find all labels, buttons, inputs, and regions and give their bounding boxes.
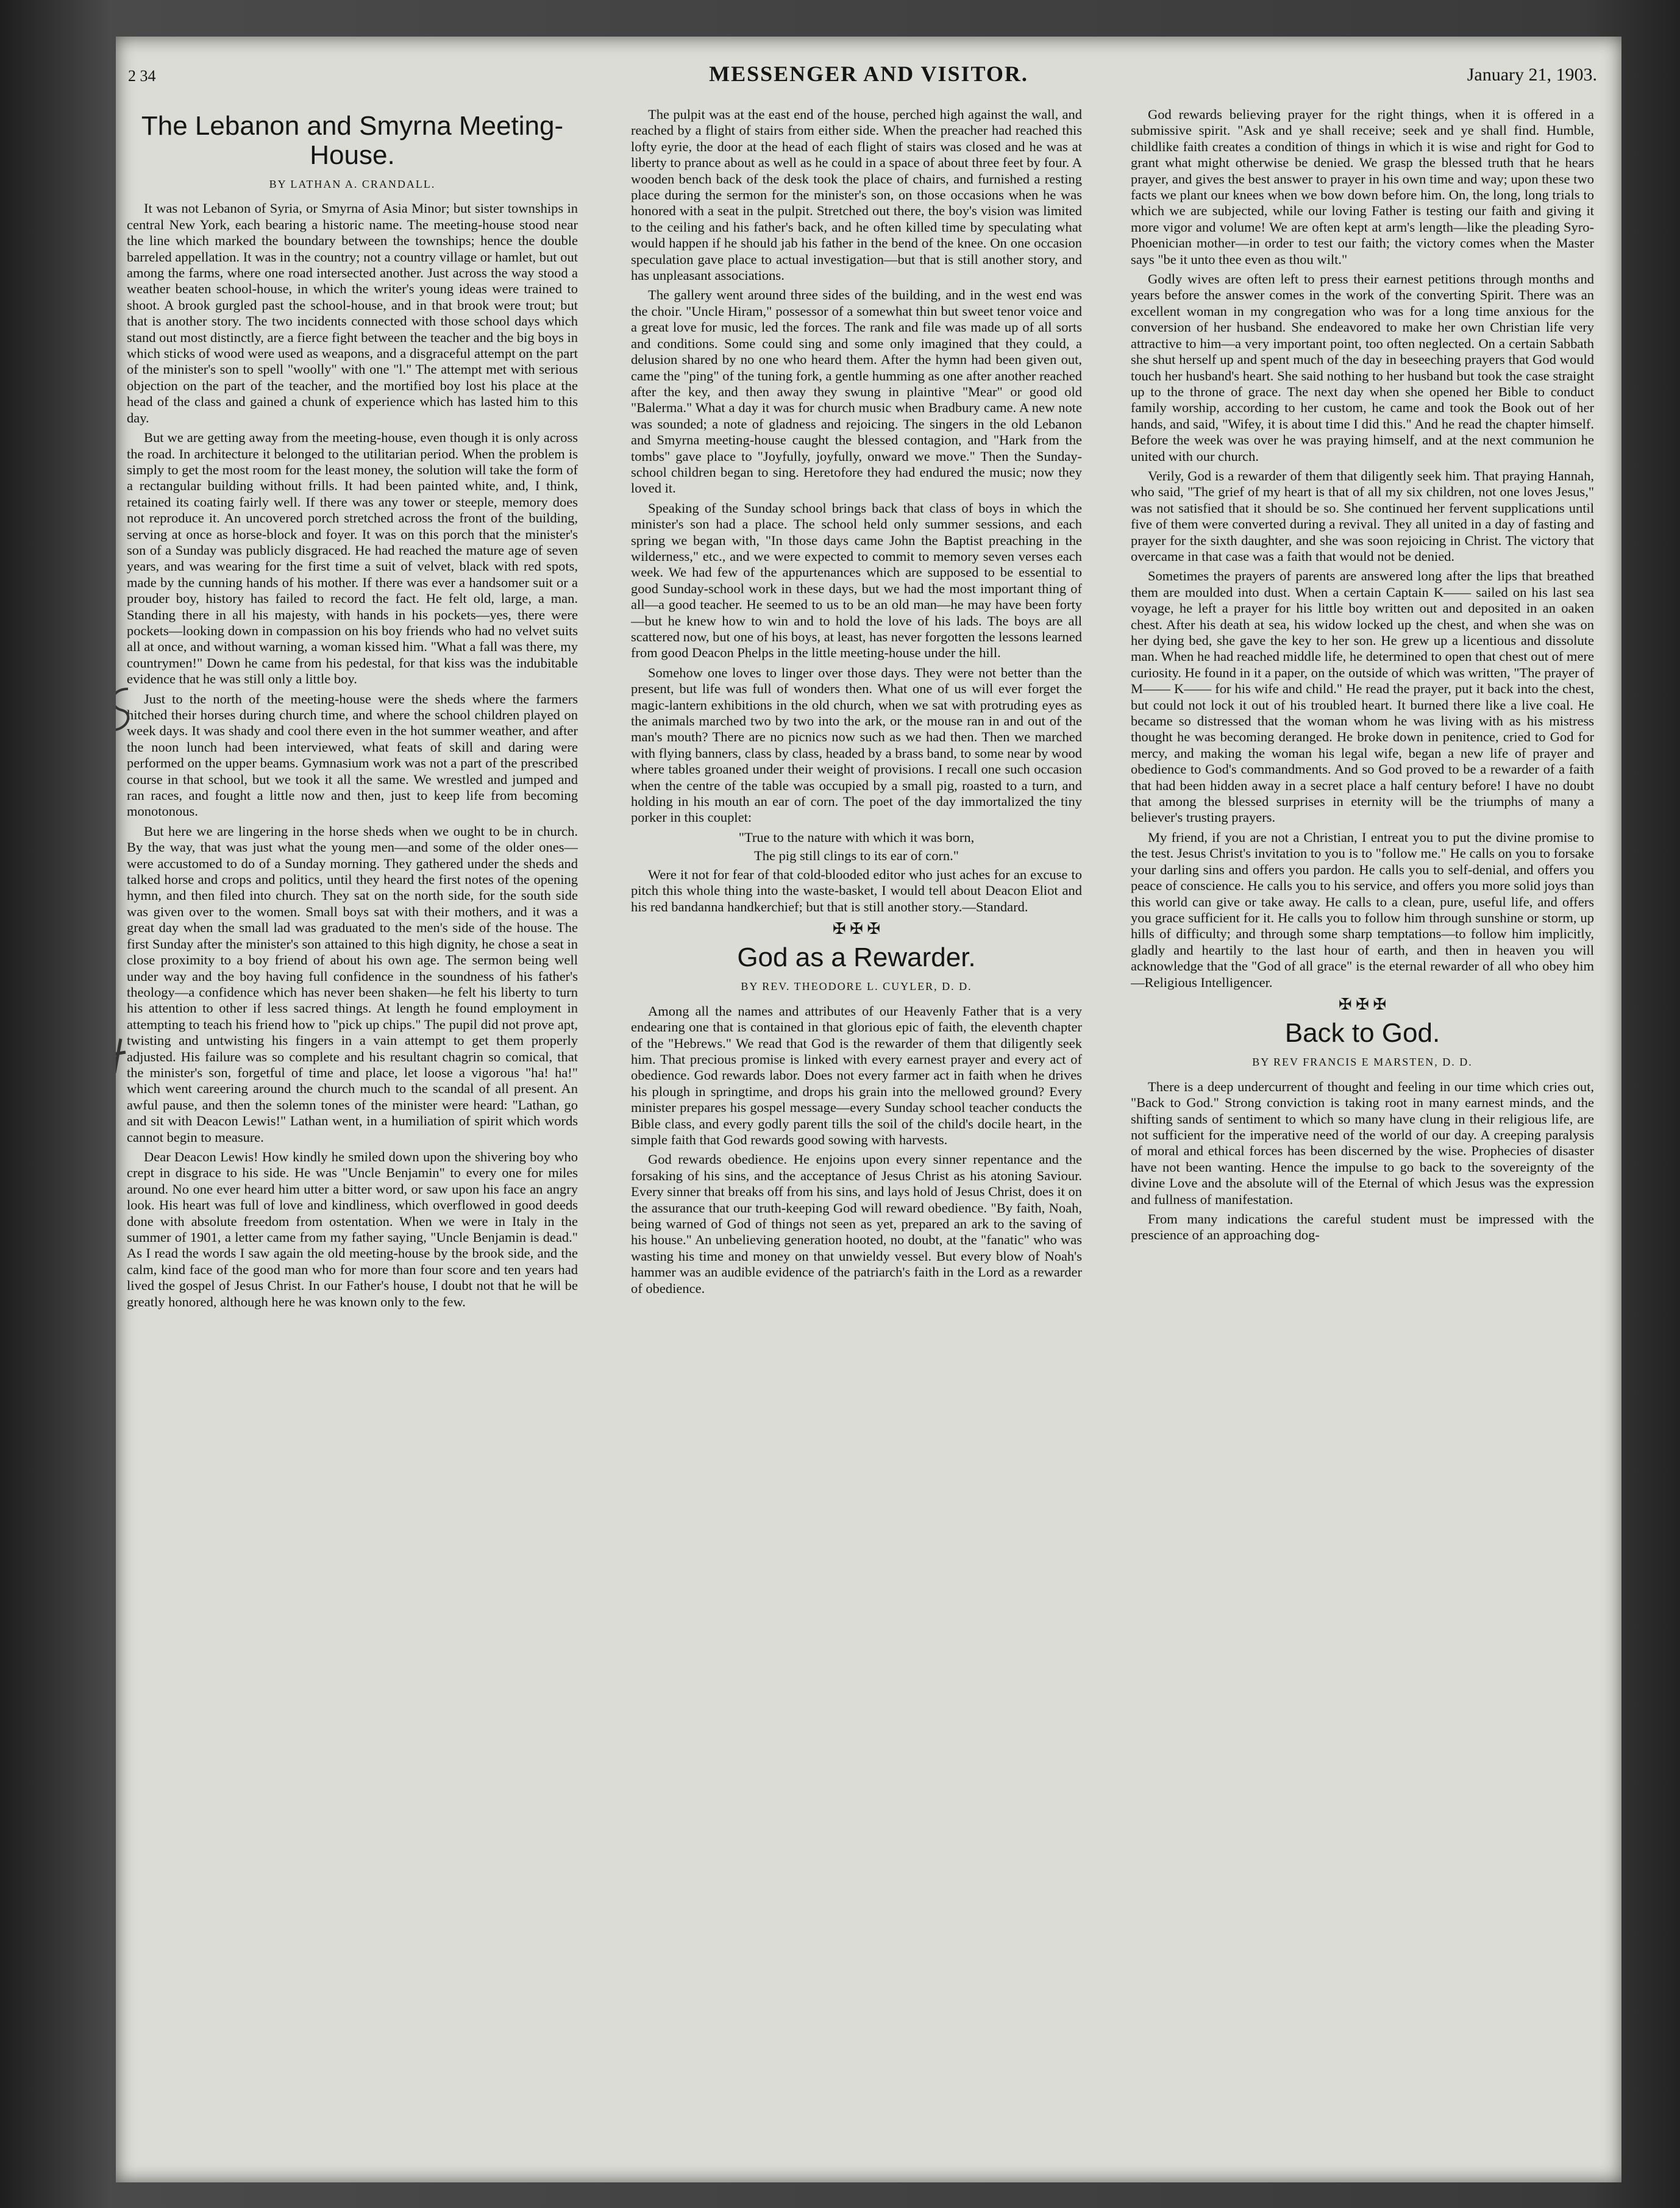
paragraph: Among all the names and attributes of our Heavenly Father that is a very endearing one that is contained in that glorious epic of faith, the eleventh chapter of the "Hebrews." We read that God is the rewarder of them that diligently seek him. That precious promise is linked with every earnest prayer and every act of obedience. God rewards labor. Does not every farmer act in faith when he drives his plough in springtime, and drops his grain into the mellowed ground? Every minister prepares his gospel message—every Sunday school teacher conducts the Bible class, and every godly parent tills the soil of the child's docile heart, in the simple faith that God rewards good sowing with harvests. xyxy=(631,1003,1082,1147)
couplet-line: "True to the nature with which it was born, xyxy=(738,829,975,845)
paragraph: But here we are lingering in the horse sheds when we ought to be in church. By the way, that was just what the young men—and some of the older ones—were accustomed to do of a Sunday morning. They gathered under the sheds and talked horse and crops and politics, until they heard the first notes of the opening hymn, and then filed into church. They sat on the north side, for the south side was given over to the women. Small boys sat with their mothers, and it was a great day when the small lad was graduated to the men's side of the house. The first Sunday after the minister's son attained to this high dignity, he chose a seat in close proximity to a boy friend of about his own age. The sermon being well under way and the boy having full confidence in the soundness of his father's theology—a confidence which has never been shaken—he felt his liberty to turn his attention to other if less sacred things. At length he found employment in attempting to teach his friend how to "pick up chips." The pupil did not prove apt, twisting and untwisting his fingers in a vain attempt to get them properly adjusted. His failure was so complete and his resultant chagrin so comical, that the minister's son, forgetful of time and place, let loose a vigorous "ha! ha!" which went careering around the church much to the scandal of all present. An awful pause, and then the solemn tones of the minister were heard: "Lathan, go and sit with Deacon Lewis!" Lathan went, in a humiliation of spirit which words cannot begin to measure. xyxy=(127,823,578,1145)
paragraph: Speaking of the Sunday school brings back that class of boys in which the minister's son had a place. The school held only summer sessions, and each spring we began with, "In those days came John the Baptist preaching in the wilderness," etc., and we were expected to commit to memory seven verses each week. We had few of the appurtenances which are supposed to be essential to good Sunday-school work in these days, but we had the most important thing of all—a good teacher. He seemed to us to be an old man—he may have been forty—but he knew how to win and to hold the love of his lads. The boys are all scattered now, but one of his boys, at least, has never forgotten the lessons learned from good Deacon Phelps in the little meeting-house under the hill. xyxy=(631,500,1082,661)
masthead xyxy=(116,61,1621,98)
paragraph: There is a deep undercurrent of thought and feeling in our time which cries out, "Back to God." Strong conviction is taking root in many earnest minds, and the shifting sands of sentiment to which so many have clung in their religious life, are not sufficient for the imperative need of the world of our day. A creeping paralysis of moral and ethical forces has been discerned by the wise. Prophecies of disaster have not been wanting. Hence the impulse to go back to the sovereignty of the divine Love and the absolute will of the Eternal of which Jesus was the expression and fullness of manifestation. xyxy=(1131,1078,1594,1207)
article-title: Back to God. xyxy=(1284,1018,1440,1049)
margin-pencil-mark xyxy=(116,683,134,738)
section-separator: ✠ ✠ ✠ xyxy=(832,919,881,938)
paragraph: Verily, God is a rewarder of them that diligently seek him. That praying Hannah, who said, "The grief of my heart is that of all my six children, not one loves Jesus," was not satisfied that it should be so. She continued her fervent supplications until five of them were converted during a revival. They all united in a day of fasting and prayer for the sixth daughter, and she was soon rejoicing in Christ. The victory that overcame in that case was a faith that would not be denied. xyxy=(1131,468,1594,564)
article-byline: BY REV. THEODORE L. CUYLER, D. D. xyxy=(741,980,972,993)
article-byline: BY REV FRANCIS E MARSTEN, D. D. xyxy=(1252,1056,1473,1069)
paragraph: But we are getting away from the meeting-house, even though it is only across the road. In architecture it belonged to the utilitarian period. When the problem is simply to get the most room for the least money, the solution will take the form of a rectangular building without frills. It had been painted white, and, I think, retained its coating fairly well. If there was any tower or steeple, memory does not reproduce it. An uncovered porch stretched across the front of the building, serving at once as horse-block and foyer. It was on this porch that the minister's son of a Sunday was publicly disgraced. He had reached the mature age of seven years, and was wearing for the first time a suit of velvet, black with red spots, made by the cunning hands of his mother. If there was ever a handsomer suit or a prouder boy, history has failed to record the fact. He felt old, large, a man. Standing there in all his majesty, with hands in his pockets—yes, there were pockets—looking down in compassion on his boy friends who had no velvet suits all at once, and without warning, a woman kissed him. "What a fall was there, my countrymen!" Down he came from his pedestal, for that kiss was the indubitable evidence that he was still only a little boy. xyxy=(127,430,578,687)
paragraph: My friend, if you are not a Christian, I entreat you to put the divine promise to the test. Jesus Christ's invitation to you is to "follow me." He calls on you to forsake your darling sins and offers you pardon. He calls you to self-denial, and offers you peace of conscience. He calls you to his service, and offers you more solid joys than this world can give or take away. He calls to a clean, pure, useful life, and offers you grace sufficient for it. He calls you to follow him through sunshine or storm, up hills of difficulty; and through some sharp temptations—to follow him implicitly, gladly and heartily to the last hour of earth, and then in heaven you will acknowledge that the "God of all grace" is the eternal rewarder of all who obey him —Religious Intelligencer. xyxy=(1131,829,1594,990)
paragraph: Godly wives are often left to press their earnest petitions through months and years before the answer comes in the work of the converting Spirit. There was an excellent woman in my congregation who was for a long time anxious for the conversion of her husband. She endeavored to make her own Christian life very attractive to him—a very important point, too often neglected. On a certain Sabbath she shut herself up and spent much of the day in beseeching prayers that God would touch her husband's heart. She said nothing to her husband but took the case straight up to the throne of grace. The next day when she opened her Bible to conduct family worship, according to her custom, he came and took the Book out of her hands, and said, "Wifey, it is about time I did this." And he read the chapter himself. Before the week was over he was praying himself, and at the next communion he united with our church. xyxy=(1131,271,1594,464)
section-separator: ✠ ✠ ✠ xyxy=(1338,995,1387,1013)
couplet-line: The pig still clings to its ear of corn." xyxy=(754,848,959,864)
paragraph: From many indications the careful student must be impressed with the prescience of an approaching dog- xyxy=(1131,1211,1594,1243)
publication-title: MESSENGER AND VISITOR. xyxy=(709,62,1028,86)
paragraph: God rewards believing prayer for the right things, when it is offered in a submissive spirit. "Ask and ye shall receive; seek and ye shall find. Humble, childlike faith creates a condition of things in which it is wise and right for God to grant what might otherwise be denied. We grasp the blessed truth that he hears prayer, and gives the best answer to prayer in his own time and way; upon these two facts we plant our knees when we bow down before him. On, the long, long trials to which we are subjected, while our loving Father is testing our faith and giving it more vigor and volume! We are often kept at arm's length—like the pleading Syro-Phoenician mother—in order to test our faith; the victory comes when the Master says "be it unto thee even as thou wilt." xyxy=(1131,107,1594,267)
column-3 xyxy=(1131,107,1594,2167)
paragraph: It was not Lebanon of Syria, or Smyrna of Asia Minor; but sister townships in central New York, each bearing a historic name. The meeting-house stood near the line which marked the boundary between the townships; hence the double barreled appellation. It was in the country; not a country village or hamlet, but out among the farms, where one road intersected another. Just across the way stood a weather beaten school-house, in which the writer's young ideas were trained to shoot. A brook gurgled past the school-house, and in that brook were trout; but that is another story. The two incidents connected with those school days which stand out most distinctly, are a fierce fight between the teacher and the big boys in which sticks of wood were used as weapons, and a disgraceful attempt on the part of the minister's son to spell "woolly" with one "l." The attempt met with serious objection on the part of the teacher, and the mortified boy lost his place at the head of the class and gained a chunk of experience which has lasted him to this day. xyxy=(127,201,578,426)
column-1 xyxy=(127,107,578,2167)
paragraph: The gallery went around three sides of the building, and in the west end was the choir. "Uncle Hiram," possessor of a somewhat thin but sweet tenor voice and a great love for music, led the forces. The rank and file was made up of all sorts and conditions. Some could sing and some only imagined that they could, a delusion shared by no one who heard them. After the hymn had been given out, came the "ping" of the tuning fork, a gentle humming as one after another reached after the key, and then away they swung in plaintive "Mear" or good old "Balerma." What a day it was for church music when Bradbury came. A new note was sounded; a note of gladness and rejoicing. The singers in the old Lebanon and Smyrna meeting-house caught the blessed contagion, and "Hark from the tombs" gave place to "Joyfully, joyfully, onward we move." Then the Sunday-school children began to sing. Heretofore they had endured the music; now they loved it. xyxy=(631,287,1082,496)
paragraph: Just to the north of the meeting-house were the sheds where the farmers hitched their horses during church time, and where the school children played on week days. It was shady and cool there even in the hot summer weather, and after the noon lunch had been interviewed, what feats of skill and daring were performed on the upper beams. Gymnasium work was not a part of the prescribed course in that school, but we took it all the same. We wrestled and jumped and ran races, and fought a little now and then, just to keep life from becoming monotonous. xyxy=(127,691,578,819)
issue-date: January 21, 1903. xyxy=(1467,65,1597,85)
margin-pencil-mark xyxy=(116,1036,130,1079)
newspaper-page xyxy=(116,37,1621,2182)
column-2 xyxy=(631,107,1082,2167)
paragraph: Somehow one loves to linger over those days. They were not better than the present, but life was full of wonders then. What one of us will ever forget the magic-lantern exhibitions in the old church, when we sat with protruding eyes as the animals marched two by two into the ark, or the mouse ran in and out of the man's mouth? There are no picnics now such as we had then. Then we marched with flying banners, class by class, headed by a brass band, to some near by wood where tables groaned under their weight of provisions. I recall one such occasion when the centre of the table was occupied by a small pig, roasted to a turn, and holding in his mouth an ear of corn. The poet of the day immortalized the tiny porker in this couplet: xyxy=(631,664,1082,825)
paragraph: Sometimes the prayers of parents are answered long after the lips that breathed them are moulded into dust. When a certain Captain K—— sailed on his last sea voyage, he left a prayer for his little boy written out and deposited in an oaken chest. After his death at sea, his widow locked up the chest, and when she was on her dying bed, she gave the key to her son. He grew up a licentious and dissolute man. When he had reached middle life, he determined to open that chest out of mere curiosity. He found in it a paper, on the outside of which was written, "The prayer of M—— K—— for his wife and child." He read the prayer, put it back into the chest, but could not lock it out of his troubled heart. It burned there like a live coal. He became so distressed that the woman whom he was living with as his mistress thought he was becoming deranged. He broke down in penitence, cried to God for mercy, and making the woman his legal wife, began a new life of prayer and obedience to God's commandments. And so God proved to be a rewarder of a faith that had been hidden away in a secret place a half century before! I have no doubt that among the blessed surprises in eternity will be the triumphs of many a believer's trusting prayers. xyxy=(1131,568,1594,825)
article-title: God as a Rewarder. xyxy=(737,942,976,973)
paragraph: Were it not for fear of that cold-blooded editor who just aches for an excuse to pitch this whole thing into the waste-basket, I would tell about Deacon Eliot and his red bandanna handkerchief; but that is still another story.—Standard. xyxy=(631,866,1082,914)
article-byline: BY LATHAN A. CRANDALL. xyxy=(269,178,436,190)
paragraph: Dear Deacon Lewis! How kindly he smiled down upon the shivering boy who crept in disgrace to his side. He was "Uncle Benjamin" to every one for miles around. No one ever heard him utter a bitter word, or saw upon his face an angry look. His heart was full of love and kindliness, which overflowed in good deeds done with absolute freedom from ostentation. When we were in Italy in the summer of 1901, a letter came from my father saying, "Uncle Benjamin is dead." As I read the words I saw again the old meeting-house by the brook side, and the calm, kind face of the good man who for more than four score and ten years had lived the gospel of Jesus Christ. In our Father's house, I doubt not that he will be greatly honored, although here he was known only to the few. xyxy=(127,1149,578,1309)
paragraph: God rewards obedience. He enjoins upon every sinner repentance and the forsaking of his sins, and the acceptance of Jesus Christ as his atoning Saviour. Every sinner that breaks off from his sins, and lays hold of Jesus Christ, does it on the assurance that our truth-keeping God will reward obedience. "By faith, Noah, being warned of God of things not seen as yet, prepared an ark to the saving of his house." An unbelieving generation hooted, no doubt, at the "fanatic" who was wasting his time and money on that unwieldy vessel. But every blow of Noah's hammer was an audible evidence of the patriarch's faith in the Lord as a rewarder of obedience. xyxy=(631,1152,1082,1296)
article-title: The Lebanon and Smyrna Meeting-House. xyxy=(141,111,564,170)
page-number: 2 34 xyxy=(128,67,156,85)
paragraph: The pulpit was at the east end of the house, perched high against the wall, and reached by a flight of stairs from either side. When the preacher had reached this lofty eyrie, the door at the head of each flight of stairs was closed and he was at liberty to prance about as well as he could in a space of about three feet by four. A wooden bench back of the desk took the place of chairs, and furnished a resting place during the sermon for the minister's son, on those occasions when he was honored with a seat in the pulpit. Stretched out there, the boy's vision was limited to the ceiling and his father's back, and he often killed time by speculating what would happen if he should jab his father in the bend of the knee. On one occasion speculation gave place to actual investigation—but that is still another story, and has unpleasant associations. xyxy=(631,107,1082,283)
